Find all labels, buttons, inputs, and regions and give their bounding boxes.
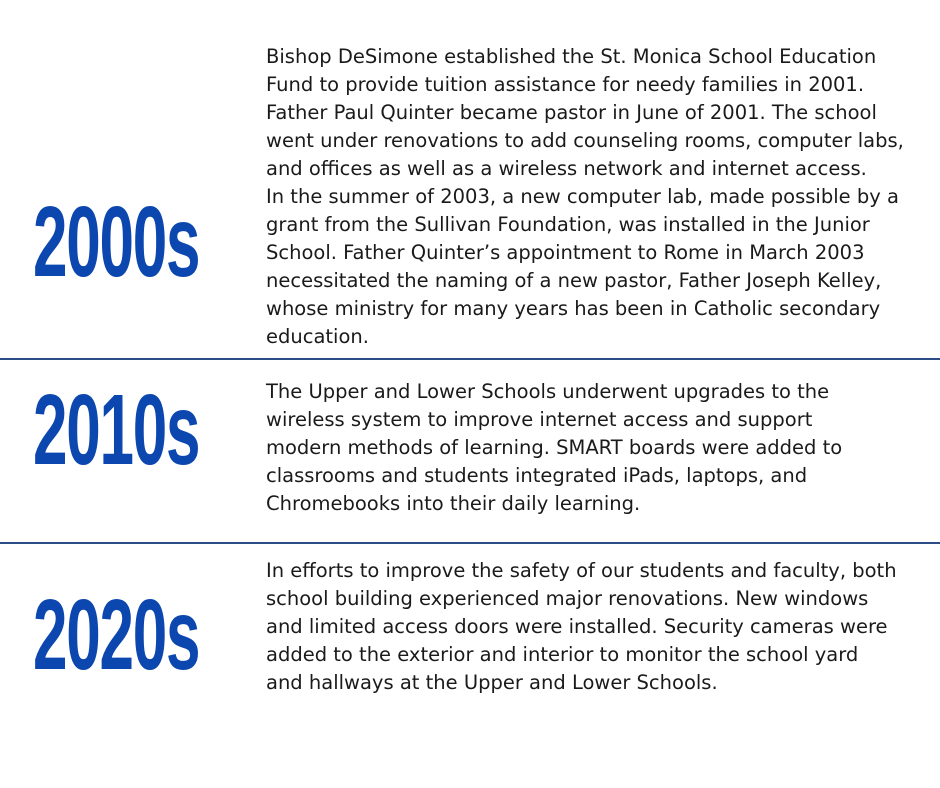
section-divider bbox=[0, 358, 940, 360]
description-line: education. bbox=[266, 325, 369, 348]
decade-heading-2000s: 2000s bbox=[33, 186, 200, 298]
description-line: went under renovations to add counseling rooms, computer labs, bbox=[266, 129, 904, 152]
description-line: The Upper and Lower Schools underwent upgrades to the bbox=[266, 380, 830, 403]
description-line: modern methods of learning. SMART boards were added to bbox=[266, 436, 843, 459]
description-line: Father Paul Quinter became pastor in June of 2001. The school bbox=[266, 101, 877, 124]
description-line: and hallways at the Upper and Lower Schools. bbox=[266, 671, 718, 694]
description-line: classrooms and students integrated iPads, laptops, and bbox=[266, 464, 808, 487]
description-line: grant from the Sullivan Foundation, was installed in the Junior bbox=[266, 213, 870, 236]
section-divider bbox=[0, 542, 940, 544]
decade-description-2010s bbox=[266, 378, 902, 518]
description-line: necessitated the naming of a new pastor, Father Joseph Kelley, bbox=[266, 269, 882, 292]
decade-description-2020s bbox=[266, 557, 902, 697]
description-line: In efforts to improve the safety of our students and faculty, both bbox=[266, 559, 897, 582]
description-line: added to the exterior and interior to monitor the school yard bbox=[266, 643, 859, 666]
decade-heading-2020s: 2020s bbox=[33, 579, 200, 691]
description-line: School. Father Quinter’s appointment to Rome in March 2003 bbox=[266, 241, 865, 264]
decade-heading-2010s: 2010s bbox=[33, 374, 200, 486]
description-line: wireless system to improve internet access and support bbox=[266, 408, 813, 431]
description-line: Fund to provide tuition assistance for needy families in 2001. bbox=[266, 73, 865, 96]
description-line: In the summer of 2003, a new computer lab, made possible by a bbox=[266, 185, 899, 208]
description-line: whose ministry for many years has been in Catholic secondary bbox=[266, 297, 881, 320]
description-line: and limited access doors were installed. Security cameras were bbox=[266, 615, 888, 638]
description-line: Bishop DeSimone established the St. Monica School Education bbox=[266, 45, 877, 68]
description-line: and offices as well as a wireless network and internet access. bbox=[266, 157, 867, 180]
decade-description-2000s bbox=[266, 43, 902, 351]
description-line: school building experienced major renovations. New windows bbox=[266, 587, 869, 610]
description-line: Chromebooks into their daily learning. bbox=[266, 492, 641, 515]
